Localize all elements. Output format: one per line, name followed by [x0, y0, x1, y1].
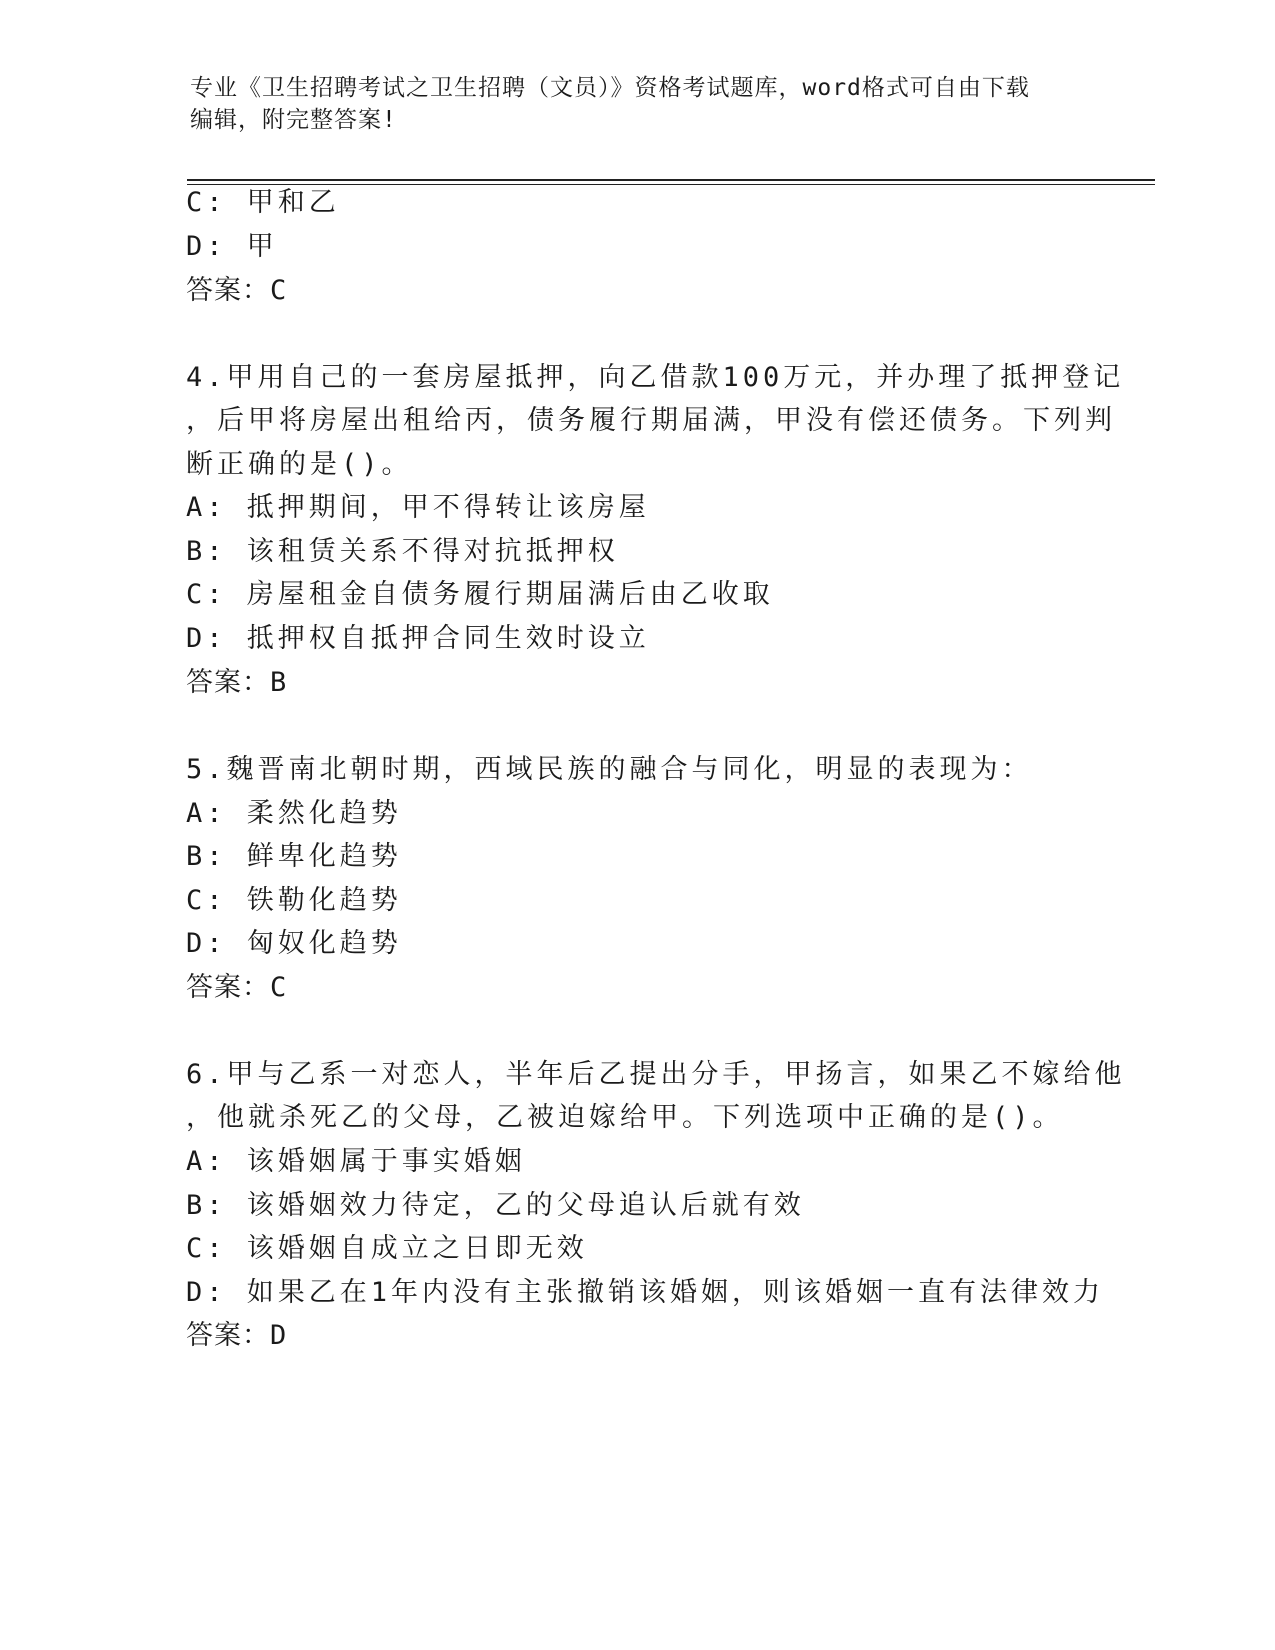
answer-label: 答案： — [186, 972, 270, 1003]
q4-answer — [186, 666, 287, 700]
q5-answer — [186, 971, 287, 1005]
header-line-1: 专业《卫生招聘考试之卫生招聘（文员）》资格考试题库，word格式可自由下载 — [190, 75, 1030, 101]
q5-option-b: B: 鲜卑化趋势 — [186, 841, 402, 872]
q4-stem-line-3: 断正确的是()。 — [186, 449, 413, 480]
answer-label: 答案： — [186, 275, 270, 306]
q4-option-c: C: 房屋租金自债务履行期届满后由乙收取 — [186, 579, 774, 610]
q4-option-b: B: 该租赁关系不得对抗抵押权 — [186, 536, 619, 567]
answer-label: 答案： — [186, 1320, 270, 1351]
q6-option-d: D: 如果乙在1年内没有主张撤销该婚姻，则该婚姻一直有法律效力 — [186, 1277, 1105, 1308]
q3-option-c: C: 甲和乙 — [186, 187, 340, 218]
q5-option-d: D: 匈奴化趋势 — [186, 928, 402, 959]
answer-value: D — [270, 1320, 288, 1351]
q5-option-c: C: 铁勒化趋势 — [186, 885, 402, 916]
q6-stem-line-1: 6.甲与乙系一对恋人，半年后乙提出分手，甲扬言，如果乙不嫁给他 — [186, 1059, 1126, 1090]
q6-option-b: B: 该婚姻效力待定，乙的父母追认后就有效 — [186, 1190, 805, 1221]
q6-option-a: A: 该婚姻属于事实婚姻 — [186, 1146, 526, 1177]
header-rule-thin — [187, 184, 1155, 185]
q6-option-c: C: 该婚姻自成立之日即无效 — [186, 1233, 588, 1264]
q6-stem-line-2: ，他就杀死乙的父母，乙被迫嫁给甲。下列选项中正确的是()。 — [186, 1102, 1064, 1133]
q4-option-d: D: 抵押权自抵押合同生效时设立 — [186, 623, 650, 654]
q6-answer — [186, 1319, 287, 1353]
header-rule-thick — [187, 179, 1155, 181]
q3-option-d: D: 甲 — [186, 231, 278, 262]
header-line-2: 编辑，附完整答案! — [190, 107, 397, 133]
q4-stem-line-1: 4.甲用自己的一套房屋抵押，向乙借款100万元，并办理了抵押登记 — [186, 362, 1125, 393]
answer-value: C — [270, 275, 288, 306]
document-header — [190, 72, 1090, 136]
q3-answer — [186, 274, 287, 308]
q5-option-a: A: 柔然化趋势 — [186, 798, 402, 829]
answer-value: C — [270, 972, 288, 1003]
q4-option-a: A: 抵押期间，甲不得转让该房屋 — [186, 492, 650, 523]
q5-stem-line-1: 5.魏晋南北朝时期，西域民族的融合与同化，明显的表现为： — [186, 754, 1033, 785]
answer-label: 答案： — [186, 667, 270, 698]
answer-value: B — [270, 667, 288, 698]
q4-stem-line-2: ，后甲将房屋出租给丙，债务履行期届满，甲没有偿还债务。下列判 — [186, 405, 1116, 436]
